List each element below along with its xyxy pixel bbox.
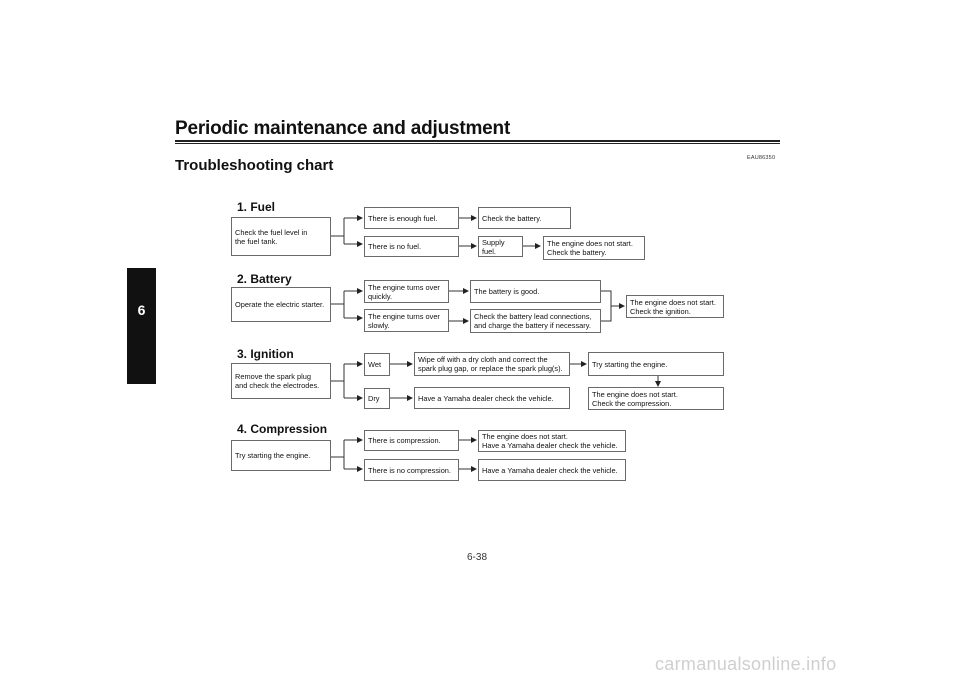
battery-quick-box: The engine turns over quickly. — [364, 280, 449, 303]
section-code: EAU86350 — [747, 155, 776, 161]
chapter-tab-number: 6 — [137, 302, 146, 318]
watermark: carmanualsonline.info — [655, 654, 837, 674]
battery-heading: 2. Battery — [237, 272, 292, 286]
page-header-title: Periodic maintenance and adjustment — [175, 118, 511, 139]
ignition-dry-box: Dry — [364, 388, 390, 409]
fuel-check-battery-box: Check the battery. — [478, 207, 571, 229]
compression-no-start-dealer-box: The engine does not start. Have a Yamaha dealer check the vehicle. — [478, 430, 626, 452]
fuel-enough-box: There is enough fuel. — [364, 207, 459, 229]
ignition-start-box: Remove the spark plug and check the electrodes. — [231, 363, 331, 399]
compression-dealer-box: Have a Yamaha dealer check the vehicle. — [478, 459, 626, 481]
battery-no-start-box: The engine does not start. Check the ignition. — [626, 295, 724, 318]
fuel-no-start-box: The engine does not start. Check the battery. — [543, 236, 645, 260]
compression-none-box: There is no compression. — [364, 459, 459, 481]
compression-has-box: There is compression. — [364, 430, 459, 451]
fuel-heading: 1. Fuel — [237, 200, 276, 214]
fuel-none-box: There is no fuel. — [364, 236, 459, 257]
page-number: 6-38 — [467, 552, 488, 563]
ignition-heading: 3. Ignition — [237, 347, 294, 361]
battery-start-box: Operate the electric starter. — [231, 287, 331, 322]
fuel-start-box: Check the fuel level in the fuel tank. — [231, 217, 331, 256]
ignition-no-start-box: The engine does not start. Check the compression. — [588, 387, 724, 410]
battery-slow-box: The engine turns over slowly. — [364, 309, 449, 332]
section-title: Troubleshooting chart — [175, 157, 334, 174]
battery-check-leads-box: Check the battery lead connections, and charge the battery if necessary. — [470, 309, 601, 333]
compression-heading: 4. Compression — [237, 422, 328, 436]
ignition-try-start-box: Try starting the engine. — [588, 352, 724, 376]
ignition-wet-box: Wet — [364, 353, 390, 376]
compression-start-box: Try starting the engine. — [231, 440, 331, 471]
ignition-wipe-box: Wipe off with a dry cloth and correct the spark plug gap, or replace the spark plug(s). — [414, 352, 570, 376]
ignition-dealer-box: Have a Yamaha dealer check the vehicle. — [414, 387, 570, 409]
fuel-supply-box: Supply fuel. — [478, 236, 523, 257]
battery-good-box: The battery is good. — [470, 280, 601, 303]
